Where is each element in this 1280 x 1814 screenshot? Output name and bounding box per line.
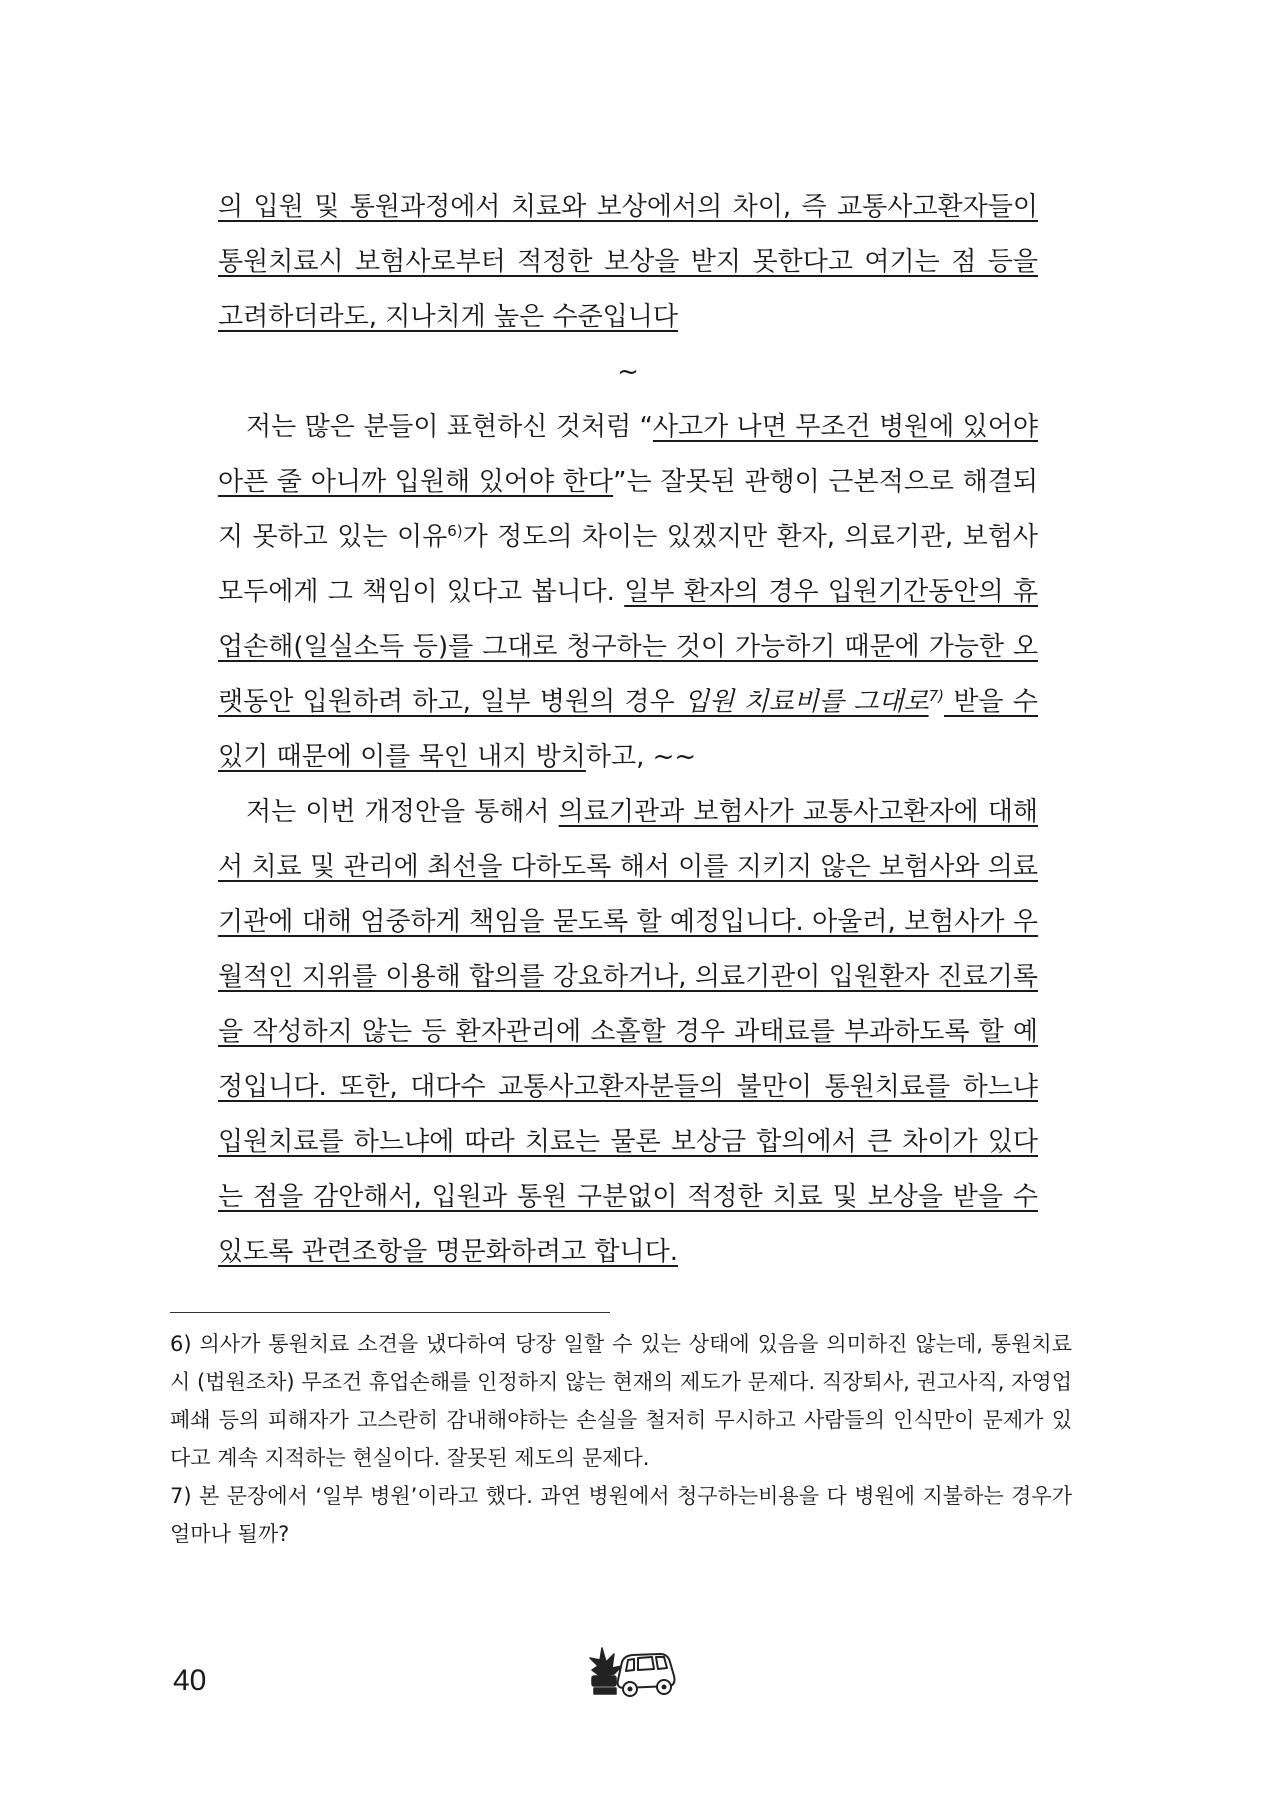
- tilde-separator: ~: [617, 357, 639, 387]
- footnote-ref-7: 7): [928, 687, 945, 705]
- main-text: [218, 180, 1038, 1280]
- footnotes: [170, 1325, 1072, 1553]
- text-span: 저는 이번 개정안을 통해서: [246, 797, 559, 827]
- underlined-text: 일부 환자의 경우 입원기간동안의 휴업손해(일실소득 등)를 그대로 청구하는 것이 가능하기 때문에 가능한 오랫동안 입원하려 하고, 일부 병원의 경우: [218, 577, 1038, 717]
- footnote-7: 7) 본 문장에서 ‘일부 병원’이라고 했다. 과연 병원에서 청구하는비용을 다 병원에 지불하는 경우가 얼마나 될까?: [170, 1484, 1072, 1546]
- car-accident-icon: [588, 1640, 680, 1702]
- text-span: 가 정도의 차이는 있겠지만 환자, 의료기관, 보험사 모두에게 그 책임이 있다고 봅니다.: [218, 522, 1038, 607]
- paragraph-2: [218, 400, 1038, 785]
- text-span: 하고, ~~: [585, 742, 697, 772]
- footnote-divider: [170, 1312, 610, 1313]
- page-number: 40: [173, 1664, 207, 1697]
- underlined-text: 받을 수 있기 때문에 이를 묵인 내지 방치: [218, 687, 1038, 772]
- footnote-ref-6: 6): [447, 522, 463, 540]
- italic-underlined-text: 입원 치료비를 그대로: [683, 687, 929, 717]
- underlined-text: 의료기관과 보험사가 교통사고환자에 대해서 치료 및 관리에 최선을 다하도록 해서 이를 지키지 않은 보험사와 의료기관에 대해 엄중하게 책임을 묻도록 할 예정입니다. 아울러, 보험사가 우월적인 지위를 이용해 합의를 강요하거나, 의료기관이 입원환자 진료기록을 작성하지 않는 등 환자관리에 소홀할 경우 과태료를 부과하도록 할 예정입니다. 또한, 대다수 교통사고환자분들의 불만이 통원치료를 하느냐 입원치료를 하느냐에 따라 치료는 물론 보상금 합의에서 큰 차이가 있다는 점을 감안해서, 입원과 통원 구분없이 적정한 치료 및 보상을 받을 수 있도록 관련조항을 명문화하려고 합니다.: [218, 797, 1038, 1267]
- paragraph-1: [218, 180, 1038, 345]
- text-span: ”는 잘못된 관행이 근본적으로 해결되지 못하고 있는 이유: [218, 467, 1038, 552]
- underlined-quote: 사고가 나면 무조건 병원에 있어야 아픈 줄 아니까 입원해 있어야 한다: [218, 412, 1039, 497]
- text-span: 저는 많은 분들이 표현하신 것처럼 “: [246, 412, 653, 442]
- paragraph-3: [218, 785, 1038, 1280]
- footnote-6: 6) 의사가 통원치료 소견을 냈다하여 당장 일할 수 있는 상태에 있음을 의미하진 않는데, 통원치료시 (법원조차) 무조건 휴업손해를 인정하지 않는 현재의 제도가 문제다. 직장퇴사, 권고사직, 자영업 폐쇄 등의 피해자가 고스란히 감내해야하는 손실을 철저히 무시하고 사람들의 인식만이 문제가 있다고 계속 지적하는 현실이다. 잘못된 제도의 문제다.: [170, 1332, 1072, 1470]
- underlined-text: 의 입원 및 통원과정에서 치료와 보상에서의 차이, 즉 교통사고환자들이 통원치료시 보험사로부터 적정한 보상을 받지 못한다고 여기는 점 등을 고려하더라도, 지나치게 높은 수준입니다: [218, 192, 1038, 332]
